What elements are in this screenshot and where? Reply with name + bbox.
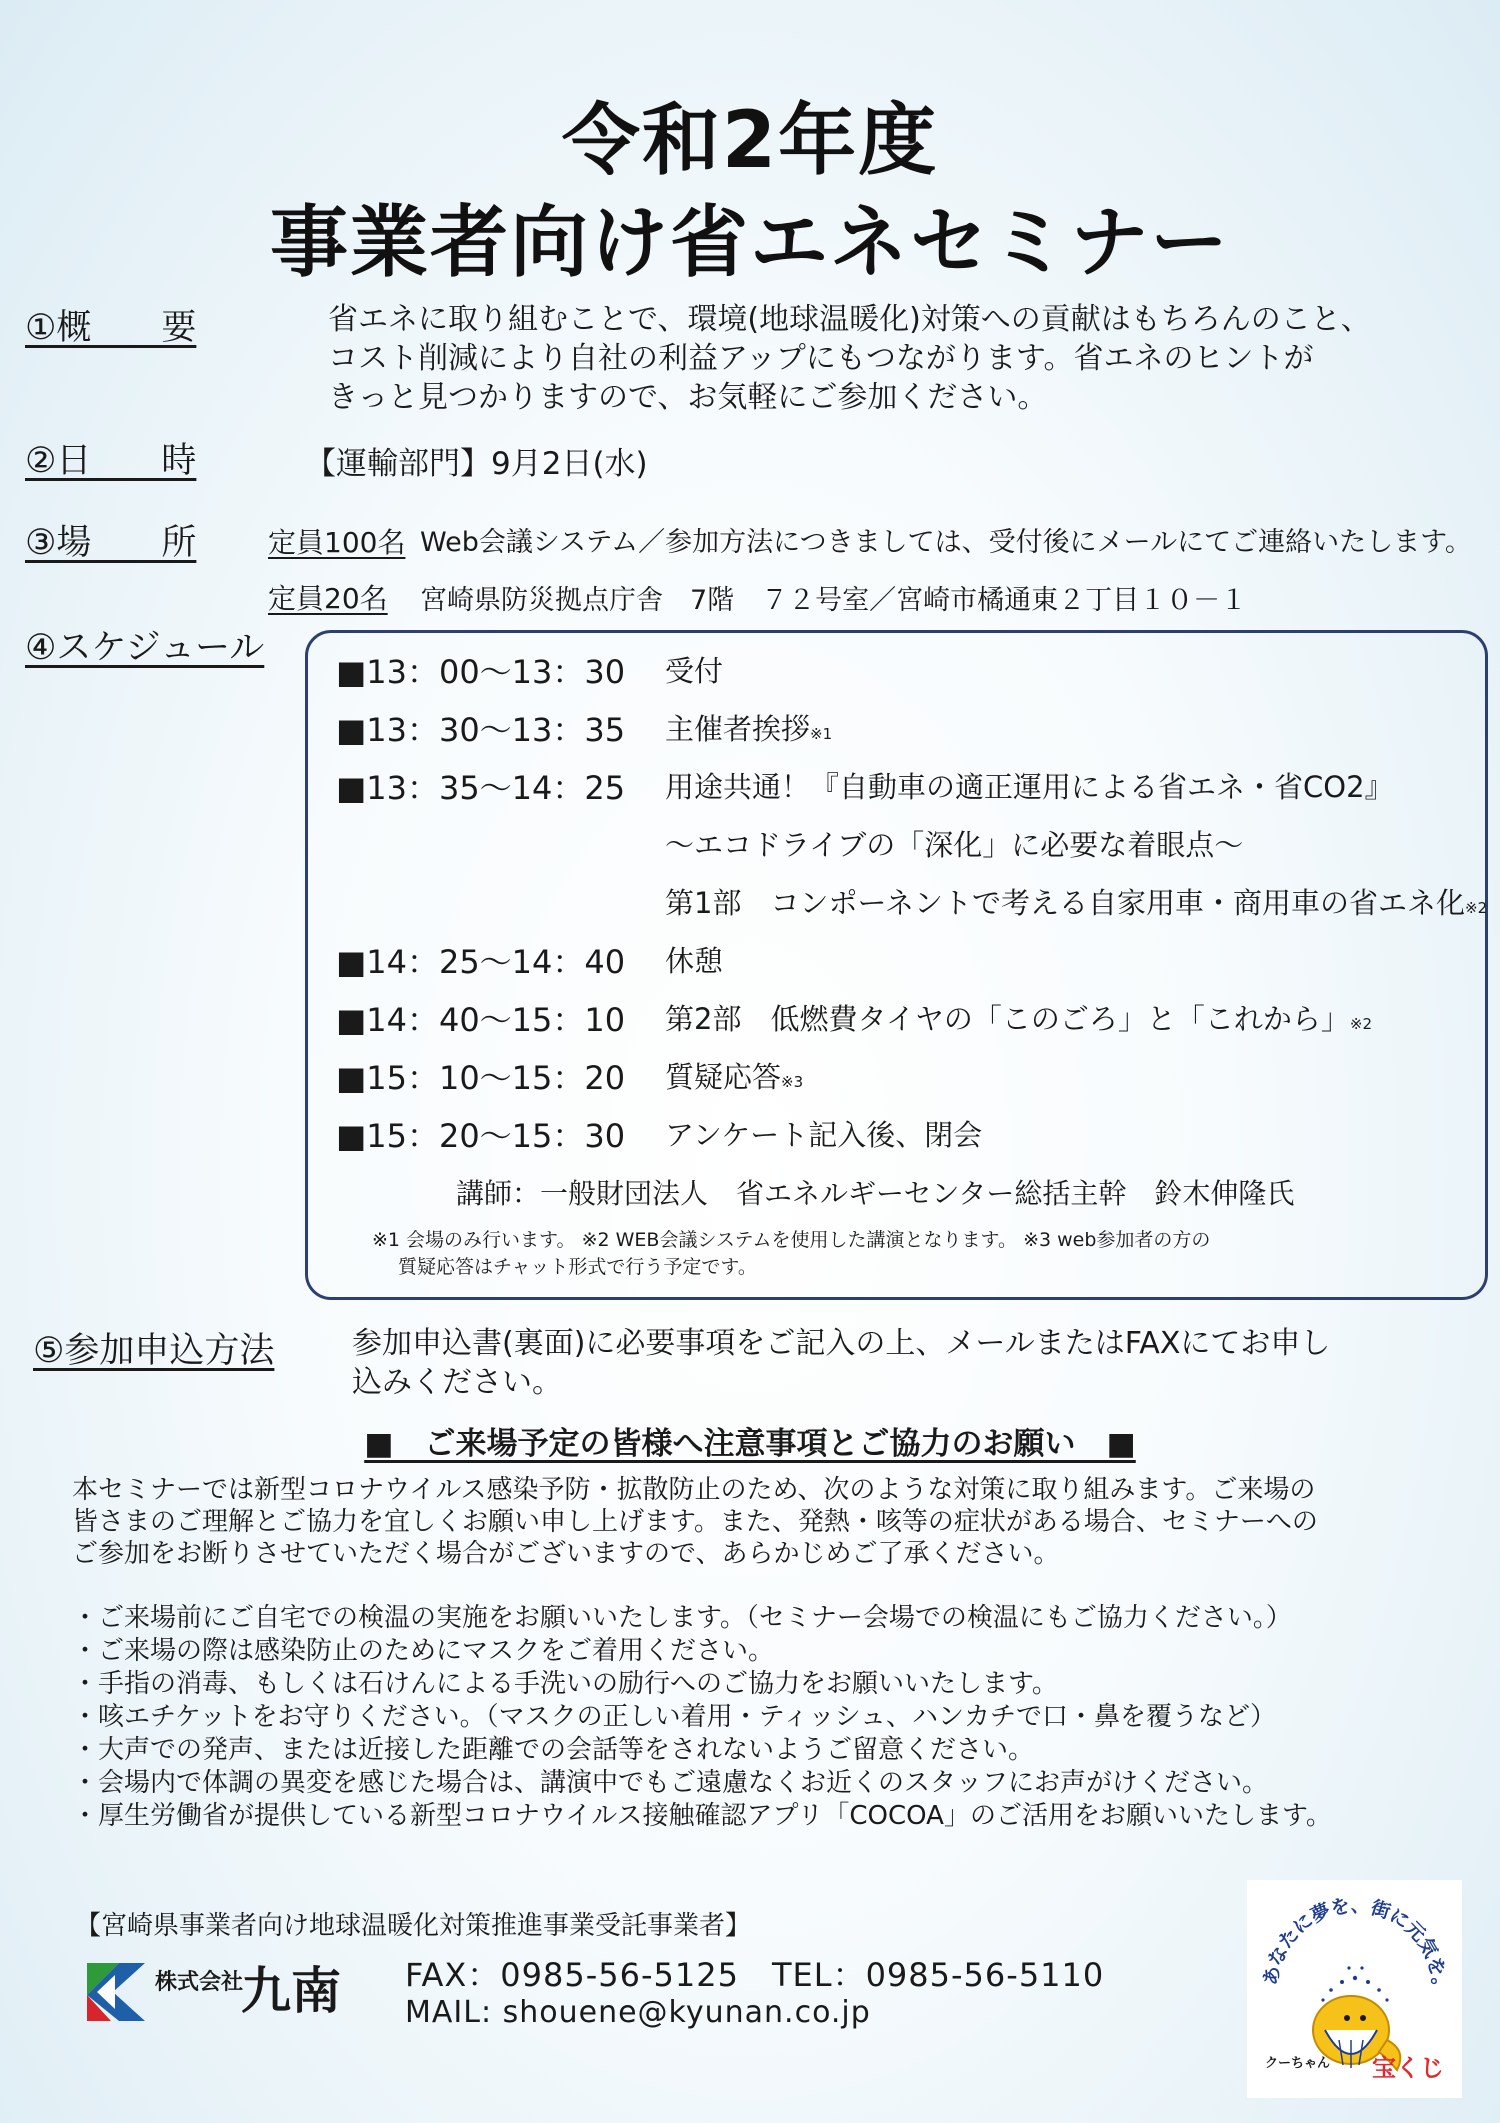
schedule-note: ※2: [1465, 899, 1488, 917]
schedule-desc-text: 受付: [665, 654, 724, 688]
apply-label: ⑤参加申込方法: [33, 1331, 275, 1371]
caution-bullet: ・会場内で体調の異変を感じた場合は、講演中でもご遠慮なくお近くのスタッフにお声がけください。: [72, 1768, 1269, 1798]
venue-detail-online: Web会議システム／参加方法につきましては、受付後にメールにてご連絡いたします。: [420, 527, 1472, 558]
company-name: 九南: [241, 1962, 341, 2020]
kyunan-logo-icon: [85, 1961, 147, 2023]
datetime-value: 【運輸部門】9月2日(水): [305, 446, 648, 482]
badge-brand: 宝くじ: [1372, 2054, 1444, 2082]
schedule-footnote-line1: ※1 会場のみ行います。 ※2 WEB会議システムを使用した講演となります。 ※3 web参加者の方の: [372, 1229, 1211, 1251]
caution-intro-line: 皆さまのご理解とご協力を宜しくお願い申し上げます。また、発熱・咳等の症状がある場合、セミナーへの: [72, 1507, 1318, 1537]
contact-mail: MAIL: shouene@kyunan.co.jp: [405, 1995, 871, 2030]
schedule-desc: [665, 881, 1487, 922]
schedule-desc-text: ～エコドライブの「深化」に必要な着眼点～: [665, 828, 1244, 862]
schedule-desc: [665, 997, 1372, 1038]
apply-line: 込みください。: [352, 1365, 562, 1400]
caution-bullet: ・咳エチケットをお守りください。（マスクの正しい着用・ティッシュ、ハンカチで口・鼻を覆うなど）: [72, 1702, 1277, 1732]
schedule-time: ■13：35～14：25: [336, 769, 626, 807]
caution-intro-line: ご参加をお断りさせていただく場合がございますので、あらかじめご了承ください。: [72, 1539, 1060, 1569]
apply-text: [352, 1324, 1330, 1402]
caution-bullet: ・手指の消毒、もしくは石けんによる手洗いの励行へのご協力をお願いいたします。: [72, 1669, 1058, 1699]
schedule-desc: [665, 1113, 982, 1154]
overview-line: コスト削減により自社の利益アップにもつながります。省エネのヒントが: [328, 341, 1314, 376]
schedule-desc: [665, 939, 723, 980]
venue-capacity-online: 定員100名: [268, 526, 406, 559]
datetime-label: ②日 時: [25, 441, 197, 481]
schedule-note: ※1: [810, 725, 833, 743]
schedule-note: ※3: [781, 1073, 804, 1091]
schedule-time: ■15：10～15：20: [336, 1059, 626, 1097]
title-line1: 令和2年度: [561, 96, 939, 186]
overview-line: きっと見つかりますので、お気軽にご参加ください。: [328, 380, 1048, 415]
caution-bullet: ・大声での発声、または近接した距離での会話等をされないようご留意ください。: [72, 1735, 1035, 1765]
schedule-desc-text: 質疑応答: [665, 1060, 782, 1094]
schedule-desc: [665, 823, 1243, 864]
badge-mascot-name: クーちゃん: [1265, 2056, 1331, 2071]
schedule-desc-text: 休憩: [665, 944, 724, 978]
schedule-desc: [665, 1055, 803, 1096]
company-logo: [85, 1955, 385, 2025]
overview-text: [328, 300, 1371, 417]
schedule-time: ■13：00～13：30: [336, 653, 626, 691]
caution-title: ■ ご来場予定の皆様へ注意事項とご協力のお願い ■: [364, 1426, 1136, 1462]
schedule-time: ■13：30～13：35: [336, 711, 626, 749]
caution-bullet: ・ご来場の際は感染防止のためにマスクをご着用ください。: [72, 1636, 775, 1666]
overview-label: ①概 要: [25, 308, 197, 348]
schedule-footnote-line2: 質疑応答はチャット形式で行う予定です。: [398, 1256, 757, 1278]
caution-intro-line: 本セミナーでは新型コロナウイルス感染予防・拡散防止のため、次のような対策に取り組みます。ご来場の: [72, 1475, 1316, 1505]
schedule-note: ※2: [1349, 1015, 1372, 1033]
schedule-desc: [665, 649, 723, 690]
schedule-desc-text: 第1部 コンポーネントで考える自家用車・商用車の省エネ化: [665, 886, 1466, 920]
caution-intro: [72, 1474, 1318, 1570]
contact-org: 【宮崎県事業者向け地球温暖化対策推進事業受託事業者】: [75, 1911, 752, 1941]
schedule-desc: [665, 707, 832, 748]
badge-arc-textpath: あなたに夢を、街に元気を。: [1259, 1894, 1451, 1997]
apply-line: 参加申込書(裏面)に必要事項をご記入の上、メールまたはFAXにてお申し: [352, 1326, 1331, 1361]
schedule-desc-text: 主催者挨拶: [665, 712, 811, 746]
schedule-time: ■14：40～15：10: [336, 1001, 626, 1039]
badge-arc-text: [1260, 1895, 1451, 1997]
caution-bullet: ・厚生労働省が提供している新型コロナウイルス接触確認アプリ「COCOA」のご活用をお願いいたします。: [72, 1801, 1332, 1831]
venue-capacity-onsite: 定員20名: [268, 582, 388, 615]
caution-bullets: [72, 1602, 1332, 1833]
schedule-lecturer: 講師：一般財団法人 省エネルギーセンター総括主幹 鈴木伸隆氏: [456, 1177, 1295, 1210]
schedule-desc-text: アンケート記入後、閉会: [665, 1118, 983, 1152]
venue-label: ③場 所: [25, 523, 197, 563]
lottery-badge: [1247, 1880, 1462, 2098]
schedule-desc-text: 用途共通！『自動車の適正運用による省エネ・省CO2』: [665, 770, 1394, 804]
venue-detail-onsite: 宮崎県防災拠点庁舎 7階 ７２号室／宮崎市橘通東２丁目１０－１: [420, 585, 1248, 616]
company-name-small: 株式会社: [155, 1970, 244, 1995]
schedule-label: ④スケジュール: [25, 628, 265, 668]
schedule-time: ■15：20～15：30: [336, 1117, 626, 1155]
overview-line: 省エネに取り組むことで、環境(地球温暖化)対策への貢献はもちろんのこと、: [328, 302, 1371, 337]
schedule-desc: [665, 765, 1394, 806]
contact-phone: FAX：0985-56-5125 TEL：0985-56-5110: [405, 1956, 1105, 1994]
schedule-desc-text: 第2部 低燃費タイヤの「このごろ」と「これから」: [665, 1002, 1350, 1036]
title-line2: 事業者向け省エネセミナー: [269, 198, 1230, 288]
caution-bullet: ・ご来場前にご自宅での検温の実施をお願いいたします。（セミナー会場での検温にもご協力ください。）: [72, 1603, 1292, 1633]
schedule-time: ■14：25～14：40: [336, 943, 626, 981]
